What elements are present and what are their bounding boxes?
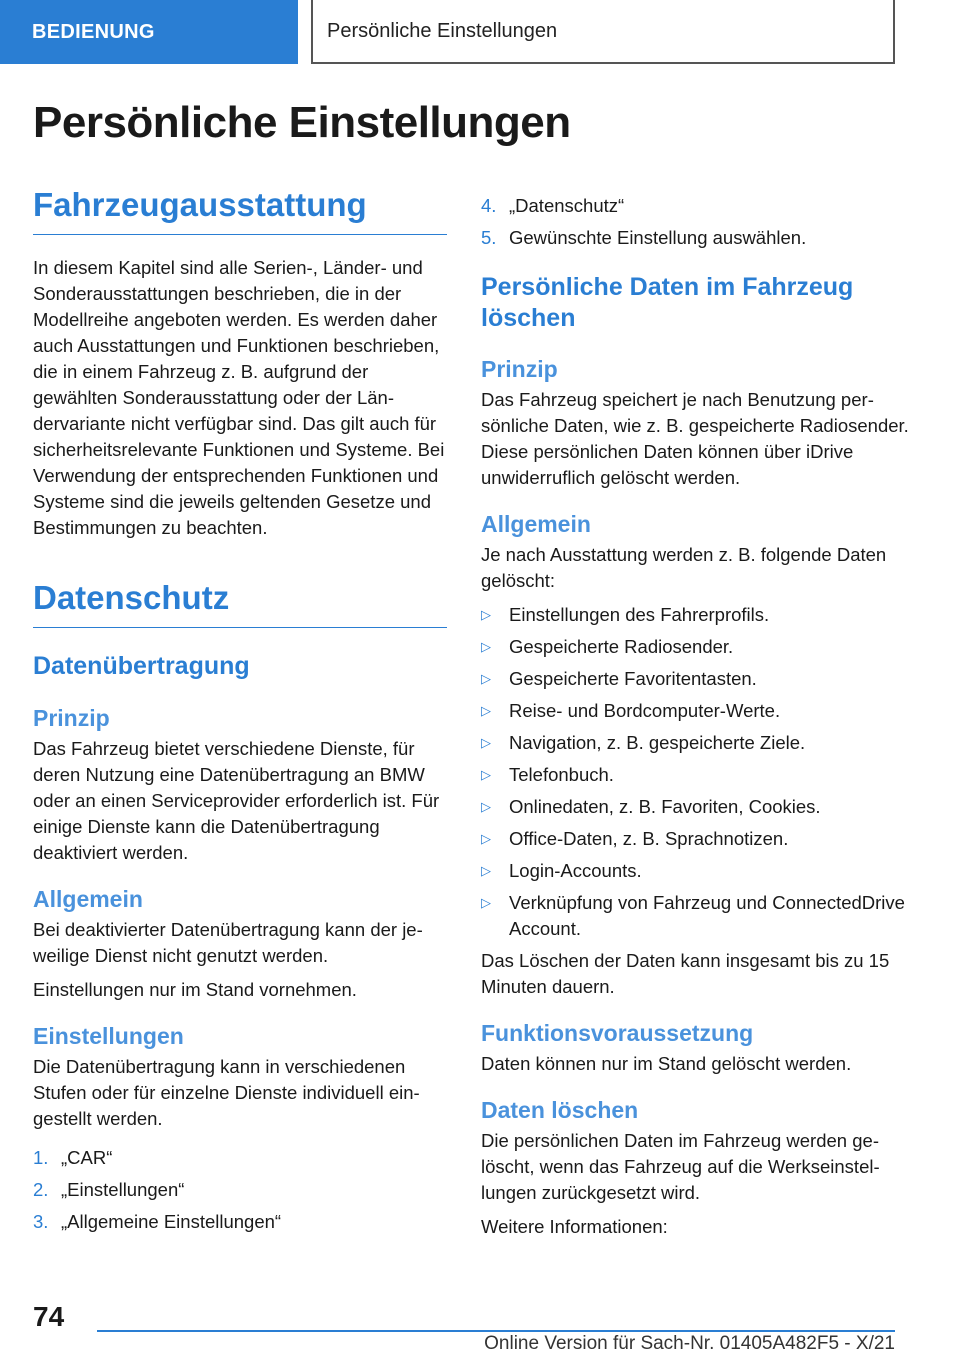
step-text: „CAR“: [61, 1147, 113, 1168]
step-number: 1.: [33, 1147, 49, 1168]
step-number: 4.: [481, 195, 497, 216]
paragraph-delete-data: Die persönlichen Daten im Fahrzeug werden gelöscht, wenn das Fahrzeug auf die Werkseinstellungen zurückgesetzt wird.: [481, 1130, 880, 1203]
section-label: BEDIENUNG: [32, 20, 155, 43]
breadcrumb-label: Persönliche Einstellungen: [327, 19, 558, 42]
right-column: [481, 190, 911, 1240]
heading-data-transfer: Datenübertragung: [33, 652, 250, 680]
bullet-text: Verknüpfung von Fahrzeug und ConnectedDrive Account.: [509, 892, 905, 939]
heading-settings: Einstellungen: [33, 1023, 184, 1049]
list-item: [481, 222, 911, 254]
triangle-bullet-icon: ▷: [481, 799, 491, 814]
paragraph-duration: Das Löschen der Daten kann insgesamt bis zu 15 Minuten dauern.: [481, 950, 890, 997]
list-item: [481, 826, 911, 852]
page-number: 74: [33, 1301, 65, 1332]
triangle-bullet-icon: ▷: [481, 895, 491, 910]
paragraph-general-2: Einstellungen nur im Stand vornehmen.: [33, 979, 357, 1000]
list-item: [481, 794, 911, 820]
triangle-bullet-icon: ▷: [481, 767, 491, 782]
left-column: [33, 186, 447, 1238]
list-item: [481, 666, 911, 692]
heading-prerequisite: Funktionsvoraussetzung: [481, 1020, 754, 1046]
paragraph-principle: Das Fahrzeug bietet verschiedene Dienste, für deren Nutzung eine Datenübertragung an BMW oder an einen Serviceprovider erforderlich ist. Für einige Dienste kann die Datenübertragung deaktiviert werden.: [33, 738, 440, 863]
bullet-text: Gespeicherte Favoritentasten.: [509, 668, 757, 689]
heading-delete-data: Daten löschen: [481, 1097, 639, 1123]
step-number: 2.: [33, 1179, 49, 1200]
paragraph-general-1: Bei deaktivierter Datenübertragung kann der jeweilige Dienst nicht genutzt werden.: [33, 919, 423, 966]
triangle-bullet-icon: ▷: [481, 607, 491, 622]
list-item: [481, 762, 911, 788]
heading-general: Allgemein: [33, 886, 143, 912]
footer-online-version: Online Version für Sach-Nr. 01405A482F5 - X/21: [484, 1333, 895, 1354]
bullet-text: Gespeicherte Radiosender.: [509, 636, 734, 657]
triangle-bullet-icon: ▷: [481, 863, 491, 878]
page-title: Persönliche Einstellungen: [33, 98, 571, 147]
list-item: [481, 634, 911, 660]
list-item: [481, 190, 911, 222]
paragraph-principle: Das Fahrzeug speichert je nach Benutzung persönliche Daten, wie z. B. gespeicherte Radiosender. Diese persönlichen Daten können über iDrive unwiderruflich gelöscht werden.: [481, 389, 909, 488]
list-item: [481, 890, 911, 942]
list-item: [481, 858, 911, 884]
triangle-bullet-icon: ▷: [481, 639, 491, 654]
bullet-text: Navigation, z. B. gespeicherte Ziele.: [509, 732, 806, 753]
list-item: [33, 1206, 447, 1238]
steps-list-right: [481, 190, 911, 254]
triangle-bullet-icon: ▷: [481, 671, 491, 686]
paragraph-prerequisite: Daten können nur im Stand gelöscht werden.: [481, 1053, 852, 1074]
step-text: „Einstellungen“: [61, 1179, 185, 1200]
bullet-text: Reise- und Bordcomputer-Werte.: [509, 700, 781, 721]
deleted-data-list: [481, 602, 911, 942]
bullet-text: Telefonbuch.: [509, 764, 614, 785]
list-item: [33, 1174, 447, 1206]
bullet-text: Office-Daten, z. B. Sprachnotizen.: [509, 828, 789, 849]
steps-list-left: [33, 1142, 447, 1238]
step-text: „Datenschutz“: [509, 195, 625, 216]
bullet-text: Einstellungen des Fahrerprofils.: [509, 604, 770, 625]
breadcrumb: [311, 0, 895, 64]
heading-privacy: Datenschutz: [33, 579, 447, 628]
paragraph-settings: Die Datenübertragung kann in verschiedenen Stufen oder für einzelne Dienste individuell eingestellt werden.: [33, 1056, 420, 1129]
section-tab: [0, 0, 298, 64]
paragraph-general: Je nach Ausstattung werden z. B. folgende Daten gelöscht:: [481, 544, 887, 591]
list-item: [481, 730, 911, 756]
triangle-bullet-icon: ▷: [481, 703, 491, 718]
heading-equipment: Fahrzeugausstattung: [33, 186, 447, 235]
bullet-text: Login-Accounts.: [509, 860, 642, 881]
paragraph-more-info: Weitere Informationen:: [481, 1216, 668, 1237]
heading-principle: Prinzip: [33, 705, 110, 731]
heading-delete-personal-data: Persönliche Daten im Fahrzeug löschen: [481, 273, 854, 332]
step-text: „Allgemeine Einstellungen“: [61, 1211, 282, 1232]
triangle-bullet-icon: ▷: [481, 831, 491, 846]
list-item: [33, 1142, 447, 1174]
footer-divider: [97, 1330, 895, 1332]
list-item: [481, 602, 911, 628]
triangle-bullet-icon: ▷: [481, 735, 491, 750]
paragraph-equipment: In diesem Kapitel sind alle Serien-, Länder- und Sonderausstattungen beschrieben, die in der Modellreihe angeboten werden. Es werden daher auch Ausstattungen und Funktionen beschrieben, die in einem Fahrzeug z. B. aufgrund der gewählten Sonderausstattung oder der Ländervariante nicht verfügbar sind. Das gilt auch für sicherheitsrelevante Funktionen und Systeme. Bei Verwendung der entsprechenden Funktionen und Systeme sind die jeweils geltenden Gesetze und Bestimmungen zu beachten.: [33, 257, 445, 538]
heading-principle: Prinzip: [481, 356, 558, 382]
list-item: [481, 698, 911, 724]
step-text: Gewünschte Einstellung auswählen.: [509, 227, 807, 248]
step-number: 3.: [33, 1211, 49, 1232]
bullet-text: Onlinedaten, z. B. Favoriten, Cookies.: [509, 796, 821, 817]
heading-general: Allgemein: [481, 511, 591, 537]
step-number: 5.: [481, 227, 497, 248]
